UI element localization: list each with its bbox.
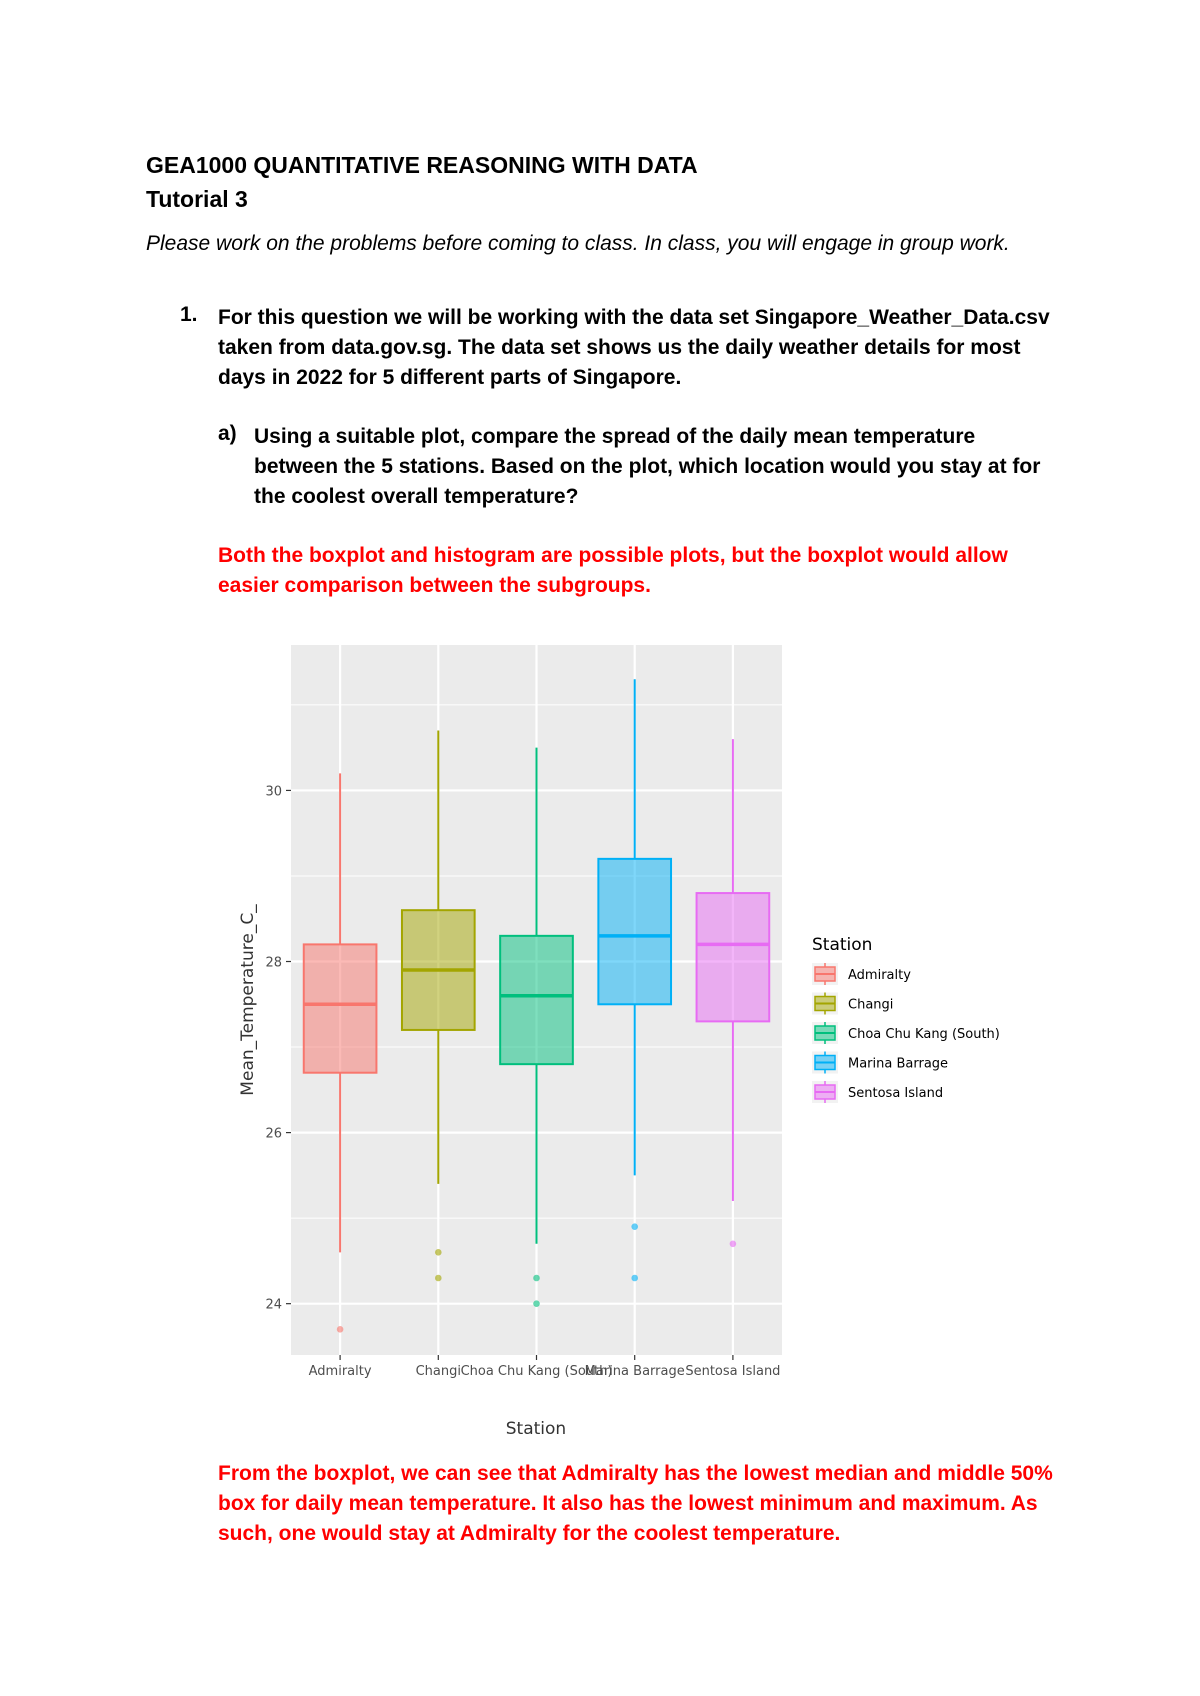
x-axis-title: Station [505,1419,567,1439]
y-tick-label: 24 [265,1297,282,1313]
part-a-label: a) [218,422,237,445]
legend-item [812,993,893,1015]
tutorial-title: Tutorial 3 [146,186,248,212]
legend-label: Admiralty [848,968,911,983]
legend-item [812,1081,943,1103]
x-tick-label: Marina Barrage [584,1364,685,1379]
outlier-point [730,1240,737,1247]
y-tick-label: 28 [265,955,282,971]
legend [812,963,1000,1103]
iqr-box [500,936,573,1064]
answer-intro: Both the boxplot and histogram are possible plots, but the boxplot would allow easier comparison between the subgroups. [218,544,1008,597]
outlier-point [533,1300,540,1307]
x-tick-label: Changi [415,1364,461,1379]
legend-item [812,1022,1000,1044]
x-tick-label: Choa Chu Kang (South) [460,1364,613,1379]
outlier-point [337,1326,344,1333]
legend-label: Choa Chu Kang (South) [848,1027,1000,1042]
legend-item [812,963,911,985]
y-tick-label: 30 [265,784,282,800]
intro-instructions: Please work on the problems before coming to class. In class, you will engage in group work. [146,232,1010,255]
legend-item [812,1052,948,1074]
y-axis [265,784,291,1312]
x-tick-label: Admiralty [308,1364,372,1379]
legend-label: Changi [848,997,894,1013]
x-tick-label: Sentosa Island [685,1364,781,1379]
question-number: 1. [180,303,198,326]
part-a-text: Using a suitable plot, compare the spread of the daily mean temperature between the 5 stations. Based on the plot, which location would you stay at for the coolest overall temperature? [254,425,1041,508]
legend-title: Station [812,935,873,955]
question-text: For this question we will be working with the data set Singapore_Weather_Data.csv taken from data.gov.sg. The data set shows us the daily weather details for most days in 2022 for 5 different parts of Singapore. [218,306,1050,389]
x-axis [309,1355,781,1379]
y-tick-label: 26 [265,1126,282,1142]
outlier-point [631,1275,638,1282]
boxplot-chart [230,635,1040,1445]
course-title: GEA1000 QUANTITATIVE REASONING WITH DATA [146,152,698,178]
legend-label: Sentosa Island [848,1086,944,1101]
outlier-point [631,1223,638,1230]
legend-label: Marina Barrage [848,1056,949,1072]
outlier-point [435,1249,442,1256]
iqr-box [697,893,770,1021]
iqr-box [304,944,377,1072]
outlier-point [435,1275,442,1282]
iqr-box [598,859,671,1004]
y-axis-title: Mean_Temperature_C_ [238,904,258,1096]
outlier-point [533,1275,540,1282]
answer-conclusion: From the boxplot, we can see that Admiralty has the lowest median and middle 50% box for daily mean temperature. It also has the lowest minimum and maximum. As such, one would stay at Admiralty for the coolest temperature. [218,1462,1053,1545]
